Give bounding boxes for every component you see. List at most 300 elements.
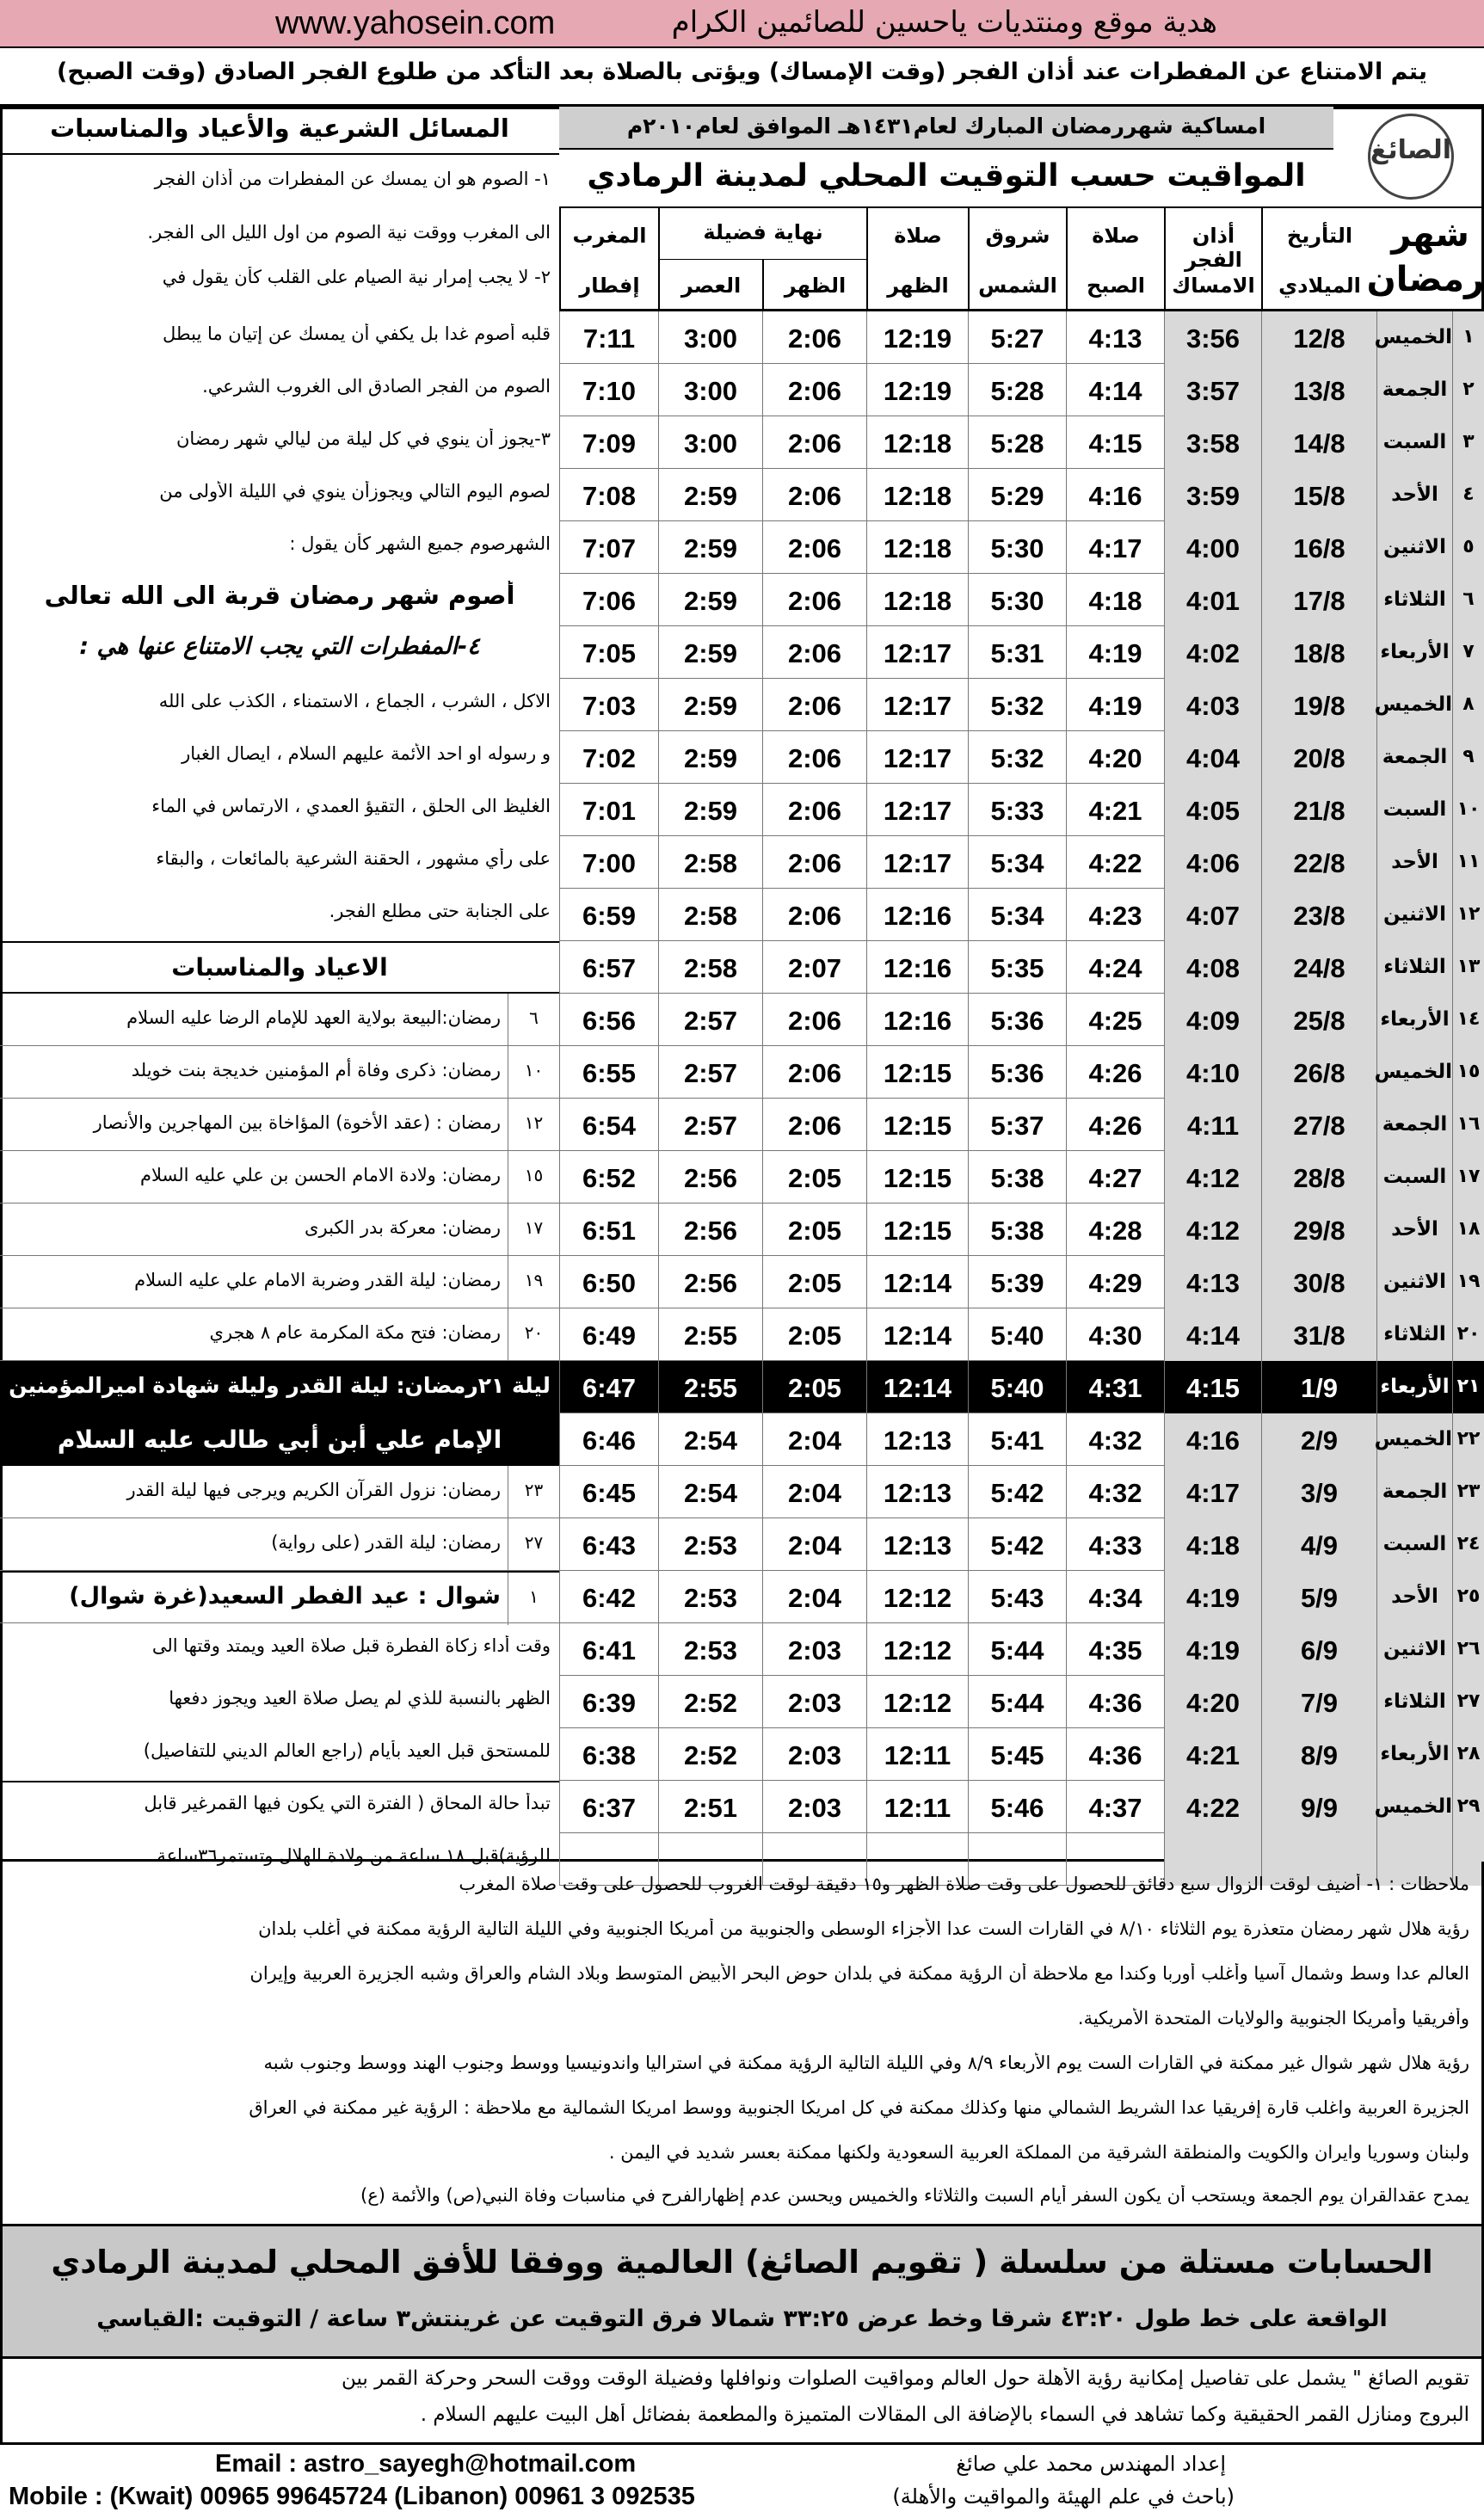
cell-subh: 4:30 (1066, 1308, 1164, 1361)
cell-dhuhr: 12:15 (866, 1151, 968, 1204)
cell-date: 23/8 (1261, 889, 1376, 941)
cell-maghrib: 6:47 (559, 1361, 658, 1413)
cell-n: ٢٧ (1452, 1676, 1484, 1728)
cell-day: الاثنين (1376, 889, 1452, 941)
cell-day: السبت (1376, 416, 1452, 469)
ruling-line: ٤-المفطرات التي يجب الامتناع عنها هي : (79, 633, 480, 660)
cell-subh: 4:16 (1066, 469, 1164, 521)
event-day: ٢٣ (508, 1466, 559, 1518)
cell-n: ٩ (1452, 731, 1484, 784)
eid-fitra-line: وقت أداء زكاة الفطرة قبل صلاة العيد ويمتد وقتها الى (151, 1635, 551, 1656)
ruling-line: الصوم من الفجر الصادق الى الغروب الشرعي. (202, 376, 551, 397)
cell-asr_end: 2:57 (658, 1099, 762, 1151)
cell-subh: 4:21 (1066, 784, 1164, 836)
cell-maghrib: 7:03 (559, 679, 658, 731)
cell-sunrise: 5:34 (968, 836, 1066, 889)
cell-day: الخميس (1376, 311, 1452, 364)
cell-subh: 4:23 (1066, 889, 1164, 941)
cell-dhuhr_end: 2:06 (762, 731, 866, 784)
cell-date: 7/9 (1261, 1676, 1376, 1728)
cell-fajr: 4:04 (1164, 731, 1261, 784)
cell-n: ٢٢ (1452, 1413, 1484, 1466)
cell-asr_end: 2:52 (658, 1728, 762, 1781)
cell-fajr: 4:12 (1164, 1204, 1261, 1256)
cell-maghrib: 6:54 (559, 1099, 658, 1151)
site-url[interactable]: www.yahosein.com (275, 5, 556, 41)
cell-dhuhr_end: 2:04 (762, 1518, 866, 1571)
eid-day: ١ (508, 1573, 559, 1625)
cell-date: 16/8 (1261, 521, 1376, 574)
laylat-al-qadr-highlight: ليلة ٢١رمضان: ليلة القدر وليلة شهادة اميرالمؤمنين (0, 1361, 559, 1413)
cell-sunrise: 5:39 (968, 1256, 1066, 1308)
col-asr-end: العصر (658, 260, 762, 311)
event-row (0, 1046, 559, 1099)
cell-day: الثلاثاء (1376, 941, 1452, 994)
cell-date: 20/8 (1261, 731, 1376, 784)
cell-sunrise: 5:32 (968, 679, 1066, 731)
eid-fitra-line: الظهر بالنسبة للذي لم يصل صلاة العيد ويجوز دفعها (169, 1688, 551, 1708)
event-text: رمضان: ذكرى وفاة أم المؤمنين خديجة بنت خويلد (131, 1060, 501, 1080)
cell-fajr: 4:13 (1164, 1256, 1261, 1308)
events-header: الاعياد والمناسبات (0, 941, 559, 994)
eid-title: شوال : عيد الفطر السعيد(غرة شوال) (69, 1583, 501, 1610)
cell-dhuhr_end: 2:06 (762, 574, 866, 626)
cell-asr_end: 2:58 (658, 941, 762, 994)
cell-n: ٢١ (1452, 1361, 1484, 1413)
cell-fajr: 3:58 (1164, 416, 1261, 469)
cell-asr_end: 2:54 (658, 1466, 762, 1518)
cell-n: ٧ (1452, 626, 1484, 679)
cell-n: ١١ (1452, 836, 1484, 889)
cell-n: ٦ (1452, 574, 1484, 626)
cell-n: ١٢ (1452, 889, 1484, 941)
cell-date: 24/8 (1261, 941, 1376, 994)
ruling-line: الى المغرب ووقت نية الصوم من اول الليل الى الفجر. (147, 222, 551, 243)
cell-dhuhr: 12:12 (866, 1571, 968, 1623)
cell-fajr: 4:19 (1164, 1571, 1261, 1623)
cell-dhuhr_end: 2:06 (762, 784, 866, 836)
cell-day: الأحد (1376, 1571, 1452, 1623)
cell-subh: 4:19 (1066, 626, 1164, 679)
cell-date: 2/9 (1261, 1413, 1376, 1466)
cell-maghrib: 6:41 (559, 1623, 658, 1676)
table-row (559, 364, 1484, 416)
cell-subh: 4:17 (1066, 521, 1164, 574)
about-line-1: تقويم الصائغ " يشمل على تفاصيل إمكانية رؤية الأهلة حول العالم ومواقيت الصلوات ونوافلها وفضيلة الوقت ووقت السحر وحركة القمر بين (341, 2367, 1469, 2390)
cell-subh: 4:35 (1066, 1623, 1164, 1676)
event-text: رمضان: فتح مكة المكرمة عام ٨ هجري (209, 1322, 501, 1343)
cell-subh: 4:24 (1066, 941, 1164, 994)
cell-day: الخميس (1376, 1781, 1452, 1833)
cell-asr_end: 3:00 (658, 364, 762, 416)
cell-sunrise: 5:28 (968, 416, 1066, 469)
cell-asr_end: 2:55 (658, 1308, 762, 1361)
ruling-line: ٣-يجوز أن ينوي في كل ليلة من ليالي شهر رمضان (176, 428, 551, 449)
cell-dhuhr: 12:16 (866, 941, 968, 994)
cell-asr_end: 2:59 (658, 784, 762, 836)
cell-subh: 4:27 (1066, 1151, 1164, 1204)
cell-dhuhr_end: 2:03 (762, 1676, 866, 1728)
muhaq-line: تبدأ حالة المحاق ( الفترة التي يكون فيها القمرغير قابل (144, 1793, 551, 1813)
cell-subh: 4:20 (1066, 731, 1164, 784)
imsak-notice: يتم الامتناع عن المفطرات عند أذان الفجر (وقت الإمساك) ويؤتى بالصلاة بعد التأكد من طلوع الفجر الصادق (وقت الصبح) (0, 48, 1484, 107)
cell-dhuhr: 12:18 (866, 469, 968, 521)
cell-dhuhr_end: 2:06 (762, 1046, 866, 1099)
cell-dhuhr_end: 2:03 (762, 1623, 866, 1676)
cell-day: الجمعة (1376, 731, 1452, 784)
cell-maghrib: 6:38 (559, 1728, 658, 1781)
calc-coordinates: الواقعة على خط طول ٤٣:٢٠ شرقا وخط عرض ٣٣:٢٥ شمالا فرق التوقيت عن غرينتش٣ ساعة / التوقيت :القياسي (96, 2306, 1388, 2332)
cell-sunrise: 5:41 (968, 1413, 1066, 1466)
cell-day: الأربعاء (1376, 1728, 1452, 1781)
cell-dhuhr: 12:17 (866, 679, 968, 731)
cell-sunrise: 5:29 (968, 469, 1066, 521)
ruling-line: الاكل ، الشرب ، الجماع ، الاستمناء ، الكذب على الله (158, 691, 551, 711)
table-row (559, 994, 1484, 1046)
cell-date: 31/8 (1261, 1308, 1376, 1361)
cell-sunrise: 5:30 (968, 521, 1066, 574)
ruling-line: لصوم اليوم التالي ويجوزأن ينوي في الليلة الأولى من (159, 481, 551, 502)
cell-dhuhr: 12:12 (866, 1623, 968, 1676)
cell-maghrib: 7:11 (559, 311, 658, 364)
cell-dhuhr_end: 2:05 (762, 1151, 866, 1204)
cell-n: ١٤ (1452, 994, 1484, 1046)
event-day: ٢٠ (508, 1308, 559, 1361)
event-day: ١٥ (508, 1151, 559, 1204)
calculation-banner (0, 2226, 1484, 2359)
col-maghrib: المغرب إفطار (559, 208, 658, 311)
cell-maghrib: 6:51 (559, 1204, 658, 1256)
cell-date: 4/9 (1261, 1518, 1376, 1571)
cell-asr_end: 2:59 (658, 521, 762, 574)
cell-asr_end: 2:59 (658, 469, 762, 521)
cell-maghrib: 7:06 (559, 574, 658, 626)
cell-maghrib: 7:09 (559, 416, 658, 469)
cell-date: 6/9 (1261, 1623, 1376, 1676)
cell-fajr: 3:57 (1164, 364, 1261, 416)
cell-subh: 4:18 (1066, 574, 1164, 626)
cell-sunrise: 5:35 (968, 941, 1066, 994)
col-subh: صلاة الصبح (1066, 208, 1164, 311)
cell-dhuhr_end: 2:05 (762, 1361, 866, 1413)
cell-date: 30/8 (1261, 1256, 1376, 1308)
cell-fajr: 4:17 (1164, 1466, 1261, 1518)
table-row (559, 784, 1484, 836)
cell-subh: 4:26 (1066, 1046, 1164, 1099)
cell-dhuhr: 12:18 (866, 416, 968, 469)
cell-dhuhr: 12:14 (866, 1308, 968, 1361)
event-row (0, 1256, 559, 1308)
cell-maghrib: 7:00 (559, 836, 658, 889)
table-row (559, 1728, 1484, 1781)
cell-sunrise: 5:28 (968, 364, 1066, 416)
cell-date: 18/8 (1261, 626, 1376, 679)
cell-fajr: 4:09 (1164, 994, 1261, 1046)
about-line-2: البروج ومنازل القمر الحقيقية وكما تشاهد في السماء بالإضافة الى المقالات المتميزة والمطعمة بفضائل أهل البيت عليهم السلام . (420, 2404, 1469, 2426)
author-title: (باحث في علم الهيئة والمواقيت والأهلة) (892, 2484, 1235, 2509)
cell-subh: 4:29 (1066, 1256, 1164, 1308)
cell-asr_end: 2:52 (658, 1676, 762, 1728)
cell-dhuhr: 12:15 (866, 1204, 968, 1256)
cell-sunrise: 5:31 (968, 626, 1066, 679)
cell-maghrib: 6:37 (559, 1781, 658, 1833)
cell-dhuhr: 12:11 (866, 1781, 968, 1833)
cell-n: ٢ (1452, 364, 1484, 416)
cell-dhuhr: 12:16 (866, 889, 968, 941)
logo-emblem (1368, 114, 1454, 200)
cell-sunrise: 5:37 (968, 1099, 1066, 1151)
ruling-line: و رسوله او احد الأئمة عليهم السلام ، ايصال الغبار (182, 743, 551, 764)
cell-subh: 4:19 (1066, 679, 1164, 731)
cell-maghrib: 6:52 (559, 1151, 658, 1204)
cell-dhuhr_end: 2:06 (762, 836, 866, 889)
col-nihaya-fadila: نهاية فضيلة (658, 208, 866, 260)
cell-maghrib: 7:01 (559, 784, 658, 836)
table-row (559, 1518, 1484, 1571)
cell-fajr: 4:01 (1164, 574, 1261, 626)
cell-n: ١٨ (1452, 1204, 1484, 1256)
cell-date: 22/8 (1261, 836, 1376, 889)
cell-day: الثلاثاء (1376, 574, 1452, 626)
note-line: يمدح عقدالقران يوم الجمعة ويستحب أن يكون السفر أيام السبت والثلاثاء والخميس ويحسن عدم إظهارالفرح في مناسبات وفاة النبي(ص) والأئمة (ع) (360, 2185, 1469, 2206)
cell-fajr: 4:07 (1164, 889, 1261, 941)
cell-dhuhr: 12:11 (866, 1728, 968, 1781)
table-row (559, 1256, 1484, 1308)
col-fajr: أذان الفجر الامساك (1164, 208, 1261, 311)
cell-date: 25/8 (1261, 994, 1376, 1046)
cell-dhuhr: 12:17 (866, 731, 968, 784)
cell-dhuhr_end: 2:07 (762, 941, 866, 994)
cell-day: الأربعاء (1376, 626, 1452, 679)
cell-date: 9/9 (1261, 1781, 1376, 1833)
cell-asr_end: 3:00 (658, 311, 762, 364)
cell-date: 14/8 (1261, 416, 1376, 469)
ruling-line: الشهرصوم جميع الشهر كأن يقول : (289, 533, 551, 554)
cell-day: الاثنين (1376, 521, 1452, 574)
cell-maghrib: 7:08 (559, 469, 658, 521)
table-row (559, 1308, 1484, 1361)
col-date: التأريخ الميلادي (1261, 208, 1376, 311)
event-day: ١٩ (508, 1256, 559, 1308)
cell-maghrib: 6:56 (559, 994, 658, 1046)
cell-asr_end: 2:53 (658, 1571, 762, 1623)
cell-subh: 4:36 (1066, 1728, 1164, 1781)
cell-sunrise: 5:33 (968, 784, 1066, 836)
cell-date: 13/8 (1261, 364, 1376, 416)
cell-day: الاثنين (1376, 1623, 1452, 1676)
cell-fajr: 4:03 (1164, 679, 1261, 731)
cell-asr_end: 2:51 (658, 1781, 762, 1833)
cell-dhuhr: 12:19 (866, 311, 968, 364)
cell-dhuhr: 12:13 (866, 1413, 968, 1466)
cell-dhuhr_end: 2:06 (762, 994, 866, 1046)
cell-fajr: 4:14 (1164, 1308, 1261, 1361)
table-row (559, 1046, 1484, 1099)
table-row (559, 1361, 1484, 1413)
rulings-header: المسائل الشرعية والأعياد والمناسبات (0, 107, 559, 155)
cell-n: ١ (1452, 311, 1484, 364)
cell-date: 1/9 (1261, 1361, 1376, 1413)
table-row (559, 889, 1484, 941)
cell-dhuhr_end: 2:06 (762, 626, 866, 679)
cell-n: ٢٦ (1452, 1623, 1484, 1676)
cell-n: ١٣ (1452, 941, 1484, 994)
table-row (559, 1466, 1484, 1518)
footer (0, 2445, 1484, 2518)
cell-sunrise: 5:42 (968, 1466, 1066, 1518)
cell-sunrise: 5:44 (968, 1623, 1066, 1676)
table-row (559, 1204, 1484, 1256)
cell-maghrib: 7:10 (559, 364, 658, 416)
cell-maghrib: 6:49 (559, 1308, 658, 1361)
cell-asr_end: 2:55 (658, 1361, 762, 1413)
event-row (0, 1518, 559, 1571)
table-row (559, 1781, 1484, 1833)
event-row (0, 1099, 559, 1151)
cell-day: الثلاثاء (1376, 1676, 1452, 1728)
cell-dhuhr_end: 2:06 (762, 1099, 866, 1151)
cell-sunrise: 5:40 (968, 1361, 1066, 1413)
cell-date: 27/8 (1261, 1099, 1376, 1151)
cell-day: الأحد (1376, 469, 1452, 521)
note-line: العالم عدا وسط وشمال آسيا وأغلب أوربا وكندا مع ملاحظة أن الرؤية ممكنة في بلدان حوض البحر الأبيض المتوسط وبلاد الشام والعراق وشبه الجزيرة العربية وإيران (249, 1963, 1469, 1984)
cell-n: ٢٩ (1452, 1781, 1484, 1833)
cell-sunrise: 5:43 (968, 1571, 1066, 1623)
col-sunrise: شروق الشمس (968, 208, 1066, 311)
ruling-line: ٢- لا يجب إمرار نية الصيام على القلب كأن يقول في (162, 267, 551, 287)
cell-fajr: 4:12 (1164, 1151, 1261, 1204)
table-row (559, 1099, 1484, 1151)
cell-dhuhr_end: 2:06 (762, 469, 866, 521)
gift-text: هدية موقع ومنتديات ياحسين للصائمين الكرام (671, 5, 1217, 40)
cell-asr_end: 2:59 (658, 731, 762, 784)
ruling-line: على رأي مشهور ، الحقنة الشرعية بالمائعات ، والبقاء (156, 848, 551, 869)
event-row (0, 1308, 559, 1361)
eid-row (0, 1571, 559, 1623)
col-dhuhr: صلاة الظهر (866, 208, 968, 311)
cell-subh: 4:14 (1066, 364, 1164, 416)
cell-fajr: 4:19 (1164, 1623, 1261, 1676)
cell-n: ١٠ (1452, 784, 1484, 836)
cell-date: 8/9 (1261, 1728, 1376, 1781)
cell-dhuhr: 12:13 (866, 1466, 968, 1518)
cell-n: ٢٨ (1452, 1728, 1484, 1781)
ruling-line: الغليظ الى الحلق ، التقيؤ العمدي ، الارتماس في الماء (151, 796, 551, 816)
cell-dhuhr_end: 2:04 (762, 1466, 866, 1518)
cell-subh: 4:32 (1066, 1466, 1164, 1518)
cell-date: 28/8 (1261, 1151, 1376, 1204)
cell-sunrise: 5:27 (968, 311, 1066, 364)
cell-sunrise: 5:34 (968, 889, 1066, 941)
cell-dhuhr: 12:18 (866, 574, 968, 626)
cell-date: 26/8 (1261, 1046, 1376, 1099)
event-row (0, 1204, 559, 1256)
table-row (559, 731, 1484, 784)
cell-fajr: 4:10 (1164, 1046, 1261, 1099)
cell-dhuhr: 12:17 (866, 784, 968, 836)
cell-fajr: 4:16 (1164, 1413, 1261, 1466)
contact-email[interactable]: Email : astro_sayegh@hotmail.com (215, 2450, 637, 2478)
table-row (559, 574, 1484, 626)
cell-subh: 4:34 (1066, 1571, 1164, 1623)
cell-asr_end: 2:59 (658, 679, 762, 731)
cell-n: ٢٣ (1452, 1466, 1484, 1518)
event-text: رمضان: نزول القرآن الكريم ويرجى فيها ليلة القدر (126, 1480, 501, 1500)
table-row (559, 1413, 1484, 1466)
cell-fajr: 4:20 (1164, 1676, 1261, 1728)
note-line: الجزيرة العربية واغلب قارة إفريقيا عدا الشريط الشمالي منها وكذلك ممكنة في كل امريكا الجنوبية ووسط امريكا الشمالية مع ملاحظة : الرؤية غير ممكنة في العراق (249, 2097, 1469, 2118)
muhaq-line: للرؤية)قبل ١٨ ساعة من ولادة الهلال وتستمر٣٦ساعة (157, 1845, 551, 1866)
cell-maghrib: 6:45 (559, 1466, 658, 1518)
cell-asr_end: 2:56 (658, 1151, 762, 1204)
cell-maghrib: 6:39 (559, 1676, 658, 1728)
cell-sunrise: 5:32 (968, 731, 1066, 784)
table-row (559, 836, 1484, 889)
table-row (559, 941, 1484, 994)
cell-asr_end: 2:58 (658, 889, 762, 941)
table-row (559, 679, 1484, 731)
cell-dhuhr_end: 2:04 (762, 1571, 866, 1623)
imsakiya-title: امساكية شهررمضان المبارك لعام١٤٣١هـ الموافق لعام٢٠١٠م (559, 107, 1333, 150)
cell-day: الأحد (1376, 1204, 1452, 1256)
cell-n: ٣ (1452, 416, 1484, 469)
cell-day: الجمعة (1376, 364, 1452, 416)
event-row (0, 994, 559, 1046)
event-day: ٦ (508, 994, 559, 1046)
cell-subh: 4:31 (1066, 1361, 1164, 1413)
cell-dhuhr: 12:19 (866, 364, 968, 416)
table-column-headers (559, 208, 1484, 311)
top-banner (0, 0, 1484, 48)
cell-asr_end: 2:58 (658, 836, 762, 889)
cell-fajr: 3:56 (1164, 311, 1261, 364)
event-text: رمضان: ليلة القدر وضربة الامام علي عليه السلام (134, 1270, 501, 1290)
cell-dhuhr: 12:12 (866, 1676, 968, 1728)
contact-mobile: Mobile : (Kwait) 00965 99645724 (Libanon) 00961 3 092535 (9, 2483, 695, 2510)
cell-day: السبت (1376, 1518, 1452, 1571)
cell-maghrib: 6:46 (559, 1413, 658, 1466)
cell-asr_end: 2:56 (658, 1204, 762, 1256)
calc-title: الحسابات مستلة من سلسلة ( تقويم الصائغ) العالمية ووفقا للأفق المحلي لمدينة الرمادي (51, 2244, 1433, 2281)
cell-day: الخميس (1376, 1413, 1452, 1466)
cell-date: 29/8 (1261, 1204, 1376, 1256)
cell-sunrise: 5:44 (968, 1676, 1066, 1728)
cell-n: ١٥ (1452, 1046, 1484, 1099)
cell-subh: 4:33 (1066, 1518, 1164, 1571)
cell-maghrib: 7:07 (559, 521, 658, 574)
cell-asr_end: 3:00 (658, 416, 762, 469)
eid-fitra-line: للمستحق قبل العيد بأيام (راجع العالم الديني للتفاصيل) (143, 1740, 551, 1761)
cell-date: 12/8 (1261, 311, 1376, 364)
notes-section (0, 1862, 1484, 2226)
cell-subh: 4:25 (1066, 994, 1164, 1046)
cell-date: 3/9 (1261, 1466, 1376, 1518)
cell-sunrise: 5:46 (968, 1781, 1066, 1833)
cell-n: ٢٥ (1452, 1571, 1484, 1623)
cell-asr_end: 2:57 (658, 994, 762, 1046)
note-line: وأفريقيا وأمريكا الجنوبية والولايات المتحدة الأمريكية. (1077, 2008, 1469, 2029)
cell-n: ٥ (1452, 521, 1484, 574)
cell-fajr: 4:00 (1164, 521, 1261, 574)
note-line: رؤية هلال شهر رمضان متعذرة يوم الثلاثاء ٨/١٠ في القارات الست عدا الأجزاء الوسطى والجنوبية من أمريكا الجنوبية وفي الليلة التالية الرؤية ممكنة في أغلب بلدان (258, 1918, 1469, 1939)
cell-dhuhr: 12:13 (866, 1518, 968, 1571)
cell-dhuhr: 12:14 (866, 1256, 968, 1308)
cell-dhuhr_end: 2:05 (762, 1256, 866, 1308)
cell-n: ٤ (1452, 469, 1484, 521)
cell-n: ١٧ (1452, 1151, 1484, 1204)
cell-subh: 4:32 (1066, 1413, 1164, 1466)
cell-dhuhr: 12:15 (866, 1046, 968, 1099)
